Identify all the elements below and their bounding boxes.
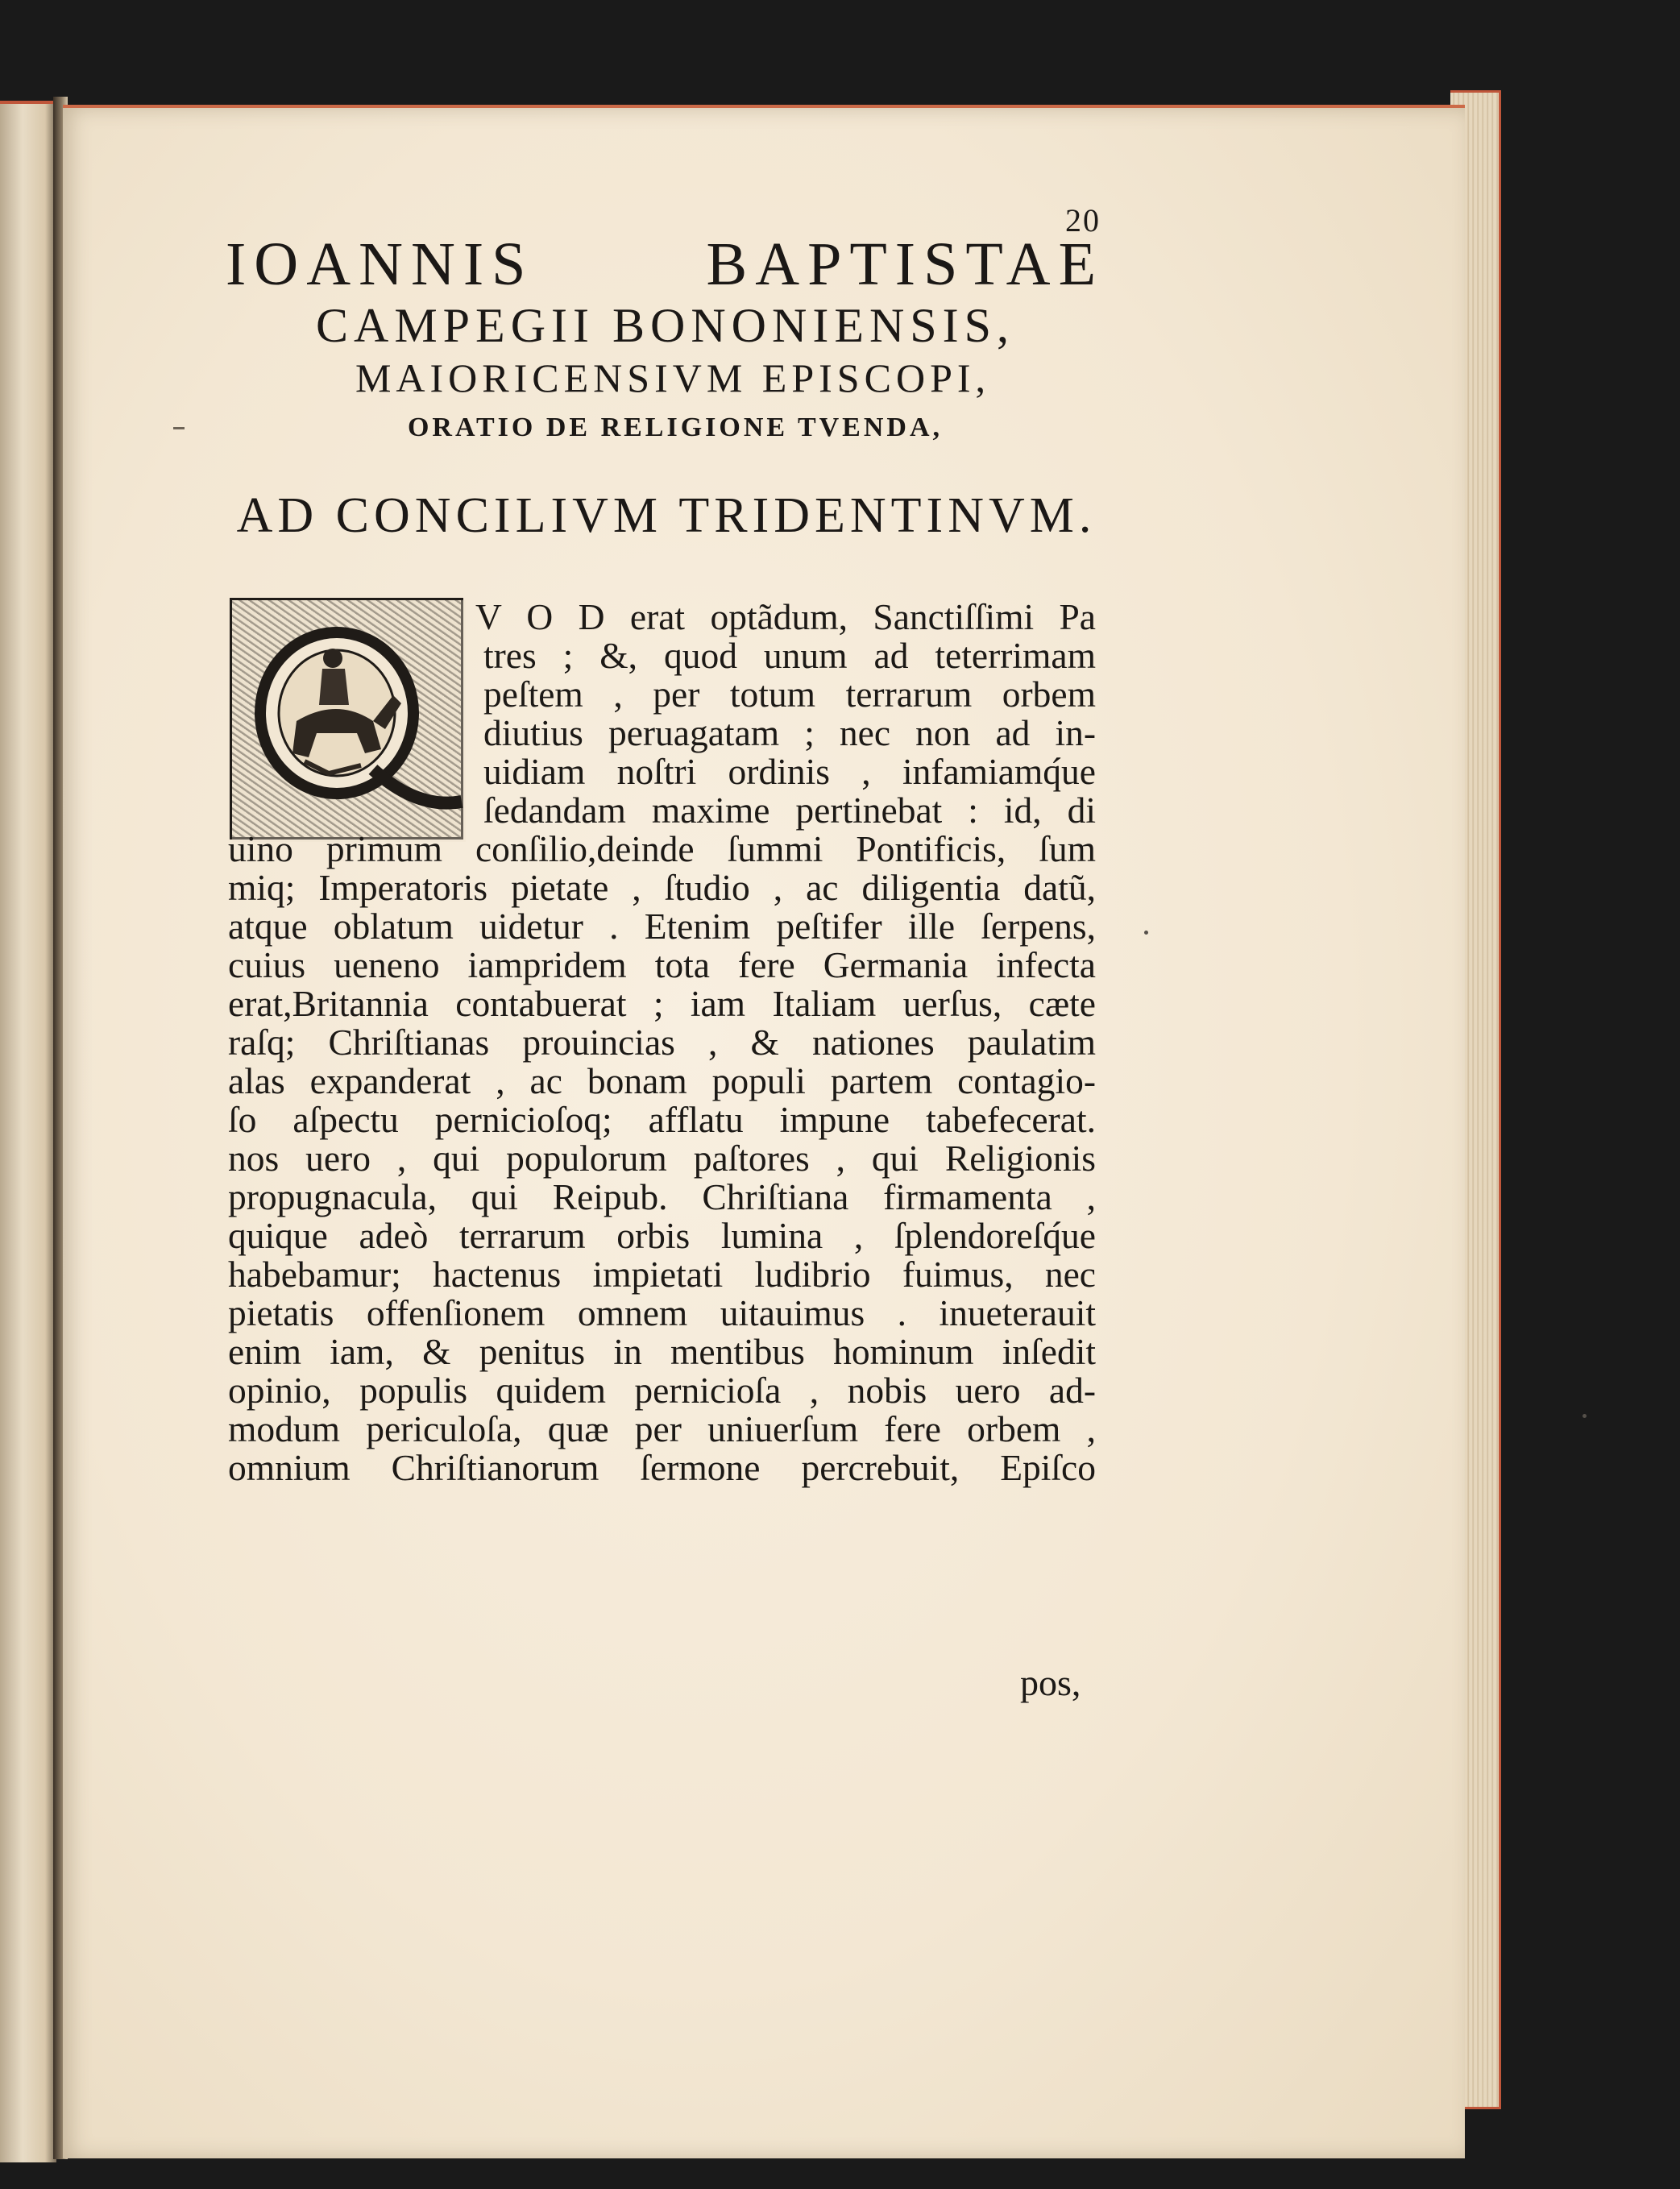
text-line-12 <box>228 1023 1096 1062</box>
text-line-17 <box>228 1217 1096 1255</box>
text-line-7 <box>228 830 1096 869</box>
text-line-content: alas expanderat , ac bonam populi partem contagio- <box>228 1060 1096 1101</box>
text-line-content: ſedandam maxime pertinebat : id, di <box>483 790 1096 831</box>
margin-mark <box>173 427 185 429</box>
text-line-content: pietatis offenſionem omnem uitauimus . inueterauit <box>228 1292 1096 1333</box>
paper-speck <box>1144 931 1148 935</box>
text-line-16 <box>228 1178 1096 1217</box>
text-line-content: miq; Imperatoris pietate , ſtudio , ac diligentia datũ, <box>228 867 1096 908</box>
text-line-14 <box>228 1101 1096 1139</box>
catchword: pos, <box>1020 1662 1081 1703</box>
text-line-15 <box>228 1139 1096 1178</box>
text-line-content: uidiam noſtri ordinis , infamiamq́ue <box>483 751 1096 792</box>
page-number: 20 <box>1065 202 1101 238</box>
text-line-21 <box>228 1371 1096 1410</box>
text-line-content: V O D erat optãdum, Sanctiſſimi Pa <box>475 596 1096 637</box>
text-line-content: quique adeò terrarum orbis lumina , ſplendoreſq́ue <box>228 1215 1096 1256</box>
paper-speck <box>1583 1414 1587 1418</box>
title-word-ioannis: IOANNIS <box>226 230 534 298</box>
text-line-20 <box>228 1333 1096 1371</box>
text-line-2 <box>483 636 1096 675</box>
title-line-4: ORATIO DE RELIGIONE TVENDA, <box>407 413 944 442</box>
title-line-2: CAMPEGII BONONIENSIS, <box>315 299 1015 352</box>
text-line-content: propugnacula, qui Reipub. Chriſtiana firmamenta , <box>228 1176 1096 1217</box>
text-line-content: enim iam, & penitus in mentibus hominum inſedit <box>228 1331 1096 1372</box>
text-line-19 <box>228 1294 1096 1333</box>
title-word-baptistae: BAPTISTAE <box>706 230 1104 298</box>
text-line-18 <box>228 1255 1096 1294</box>
text-line-10 <box>228 946 1096 985</box>
text-line-content: atque oblatum uidetur . Etenim peſtifer ille ſerpens, <box>228 906 1096 947</box>
text-line-content: omnium Chriſtianorum ſermone percrebuit, Epiſco <box>228 1447 1096 1488</box>
text-line-content: peſtem , per totum terrarum orbem <box>483 674 1096 715</box>
text-line-content: ſo aſpectu pernicioſoq; afflatu impune tabefecerat. <box>228 1099 1096 1140</box>
text-line-23 <box>228 1449 1096 1487</box>
text-line-content: diutius peruagatam ; nec non ad in- <box>483 712 1096 753</box>
woodcut-illustration <box>232 600 466 842</box>
text-line-content: modum periculoſa, quæ per uniuerſum fere orbem , <box>228 1408 1096 1449</box>
text-line-8 <box>228 869 1096 907</box>
text-line-content: tres ; &, quod unum ad teterrimam <box>483 635 1096 676</box>
woodcut-initial-q <box>230 598 463 840</box>
text-line-13 <box>228 1062 1096 1101</box>
text-line-11 <box>228 985 1096 1023</box>
text-line-6 <box>483 791 1096 830</box>
text-line-3 <box>483 675 1096 714</box>
text-line-content: nos uero , qui populorum paſtores , qui Religionis <box>228 1138 1096 1179</box>
title-line-5: AD CONCILIVM TRIDENTINVM. <box>236 488 1097 543</box>
text-line-content: uino primum conſilio,deinde ſummi Pontificis, ſum <box>228 828 1096 869</box>
text-line-9 <box>228 907 1096 946</box>
facing-page-edge <box>0 101 56 2162</box>
title-line-1 <box>226 230 1104 300</box>
text-line-1 <box>475 598 1096 636</box>
text-line-4 <box>483 714 1096 752</box>
text-line-content: opinio, populis quidem pernicioſa , nobis uero ad- <box>228 1370 1096 1411</box>
text-line-content: erat,Britannia contabuerat ; iam Italiam uerſus, cæte <box>228 983 1096 1024</box>
text-line-content: raſq; Chriſtianas prouincias , & nationes paulatim <box>228 1022 1096 1063</box>
text-line-5 <box>483 752 1096 791</box>
text-line-22 <box>228 1410 1096 1449</box>
title-line-3: MAIORICENSIVM EPISCOPI, <box>355 355 991 400</box>
text-line-content: cuius ueneno iampridem tota fere Germania infecta <box>228 944 1096 985</box>
text-line-content: habebamur; hactenus impietati ludibrio fuimus, nec <box>228 1254 1096 1295</box>
